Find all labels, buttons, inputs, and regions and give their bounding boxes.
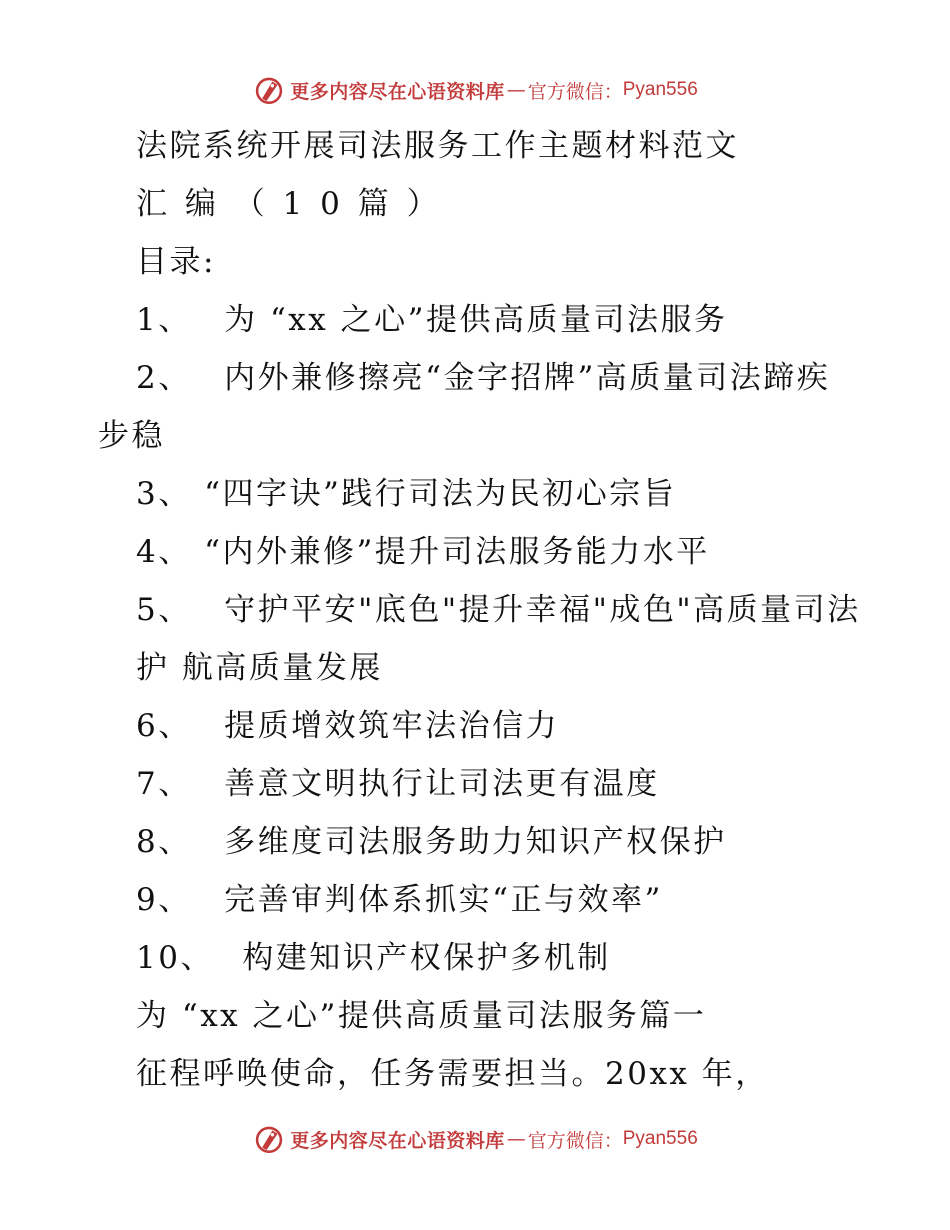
footer-watermark: [0, 1119, 950, 1159]
toc-item: [136, 764, 660, 804]
toc-item-number: 4、: [136, 534, 192, 570]
toc-item: [136, 358, 830, 398]
toc-item-continuation: 护 航高质量发展: [136, 650, 383, 686]
toc-item-number: 3、: [136, 476, 192, 512]
toc-item-number: 7、: [136, 766, 192, 802]
toc-item-text: 构建知识产权保护多机制: [242, 940, 611, 976]
watermark-separator: —: [506, 79, 526, 101]
toc-item-number: 6、: [136, 708, 192, 744]
pen-nib-logo-icon: [252, 73, 286, 107]
toc-item-text: 完善审判体系抓实“正与效率”: [224, 882, 663, 918]
toc-item-number: 1、: [136, 302, 192, 338]
pen-nib-logo-icon: [252, 1122, 286, 1156]
toc-item-number: 8、: [136, 824, 192, 860]
toc-item-continuation: 步稳: [98, 418, 165, 454]
section-heading: 为 “xx 之心”提供高质量司法服务篇一: [136, 998, 707, 1034]
toc-item-text: 提质增效筑牢法治信力: [224, 708, 560, 744]
toc-item-text: 善意文明执行让司法更有温度: [224, 766, 660, 802]
toc-item-text: 内外兼修擦亮“金字招牌”高质量司法蹄疾: [224, 360, 831, 396]
doc-title-line1: 法院系统开展司法服务工作主题材料范文: [136, 128, 739, 164]
body-paragraph: 征程呼唤使命，任务需要担当。20xx 年，: [136, 1056, 769, 1092]
toc-item-text: 为 “xx 之心”提供高质量司法服务: [224, 302, 728, 338]
toc-item: [136, 532, 710, 572]
watermark-wechat-label: 官方微信：: [527, 1129, 623, 1152]
watermark-text: 更多内容尽在心语资料库: [290, 80, 505, 103]
toc-item: [136, 300, 727, 340]
toc-item: [136, 590, 861, 630]
toc-item: [136, 822, 727, 862]
watermark-wechat-id: Pyan556: [622, 1128, 698, 1149]
header-watermark: [0, 70, 950, 110]
doc-title-line2: 汇 编 （ 1 0 篇 ）: [136, 186, 442, 222]
toc-item-number: 9、: [136, 882, 192, 918]
toc-label: 目录:: [136, 244, 216, 280]
toc-item-number: 2、: [136, 360, 192, 396]
toc-item-number: 10、: [136, 940, 214, 976]
toc-item: [136, 474, 676, 514]
toc-item: [136, 880, 663, 920]
toc-item: [136, 706, 559, 746]
watermark-separator: —: [506, 1128, 526, 1150]
watermark-wechat-id: Pyan556: [622, 79, 698, 100]
watermark-text: 更多内容尽在心语资料库: [290, 1129, 505, 1152]
toc-item-text: 多维度司法服务助力知识产权保护: [224, 824, 727, 860]
toc-item: [136, 938, 611, 978]
toc-item-text: 守护平安"底色"提升幸福"成色"高质量司法: [224, 592, 861, 628]
watermark-wechat-label: 官方微信：: [527, 80, 623, 103]
toc-item-text: “四字诀”践行司法为民初心宗旨: [204, 476, 677, 512]
toc-item-text: “内外兼修”提升司法服务能力水平: [204, 534, 710, 570]
toc-item-number: 5、: [136, 592, 192, 628]
